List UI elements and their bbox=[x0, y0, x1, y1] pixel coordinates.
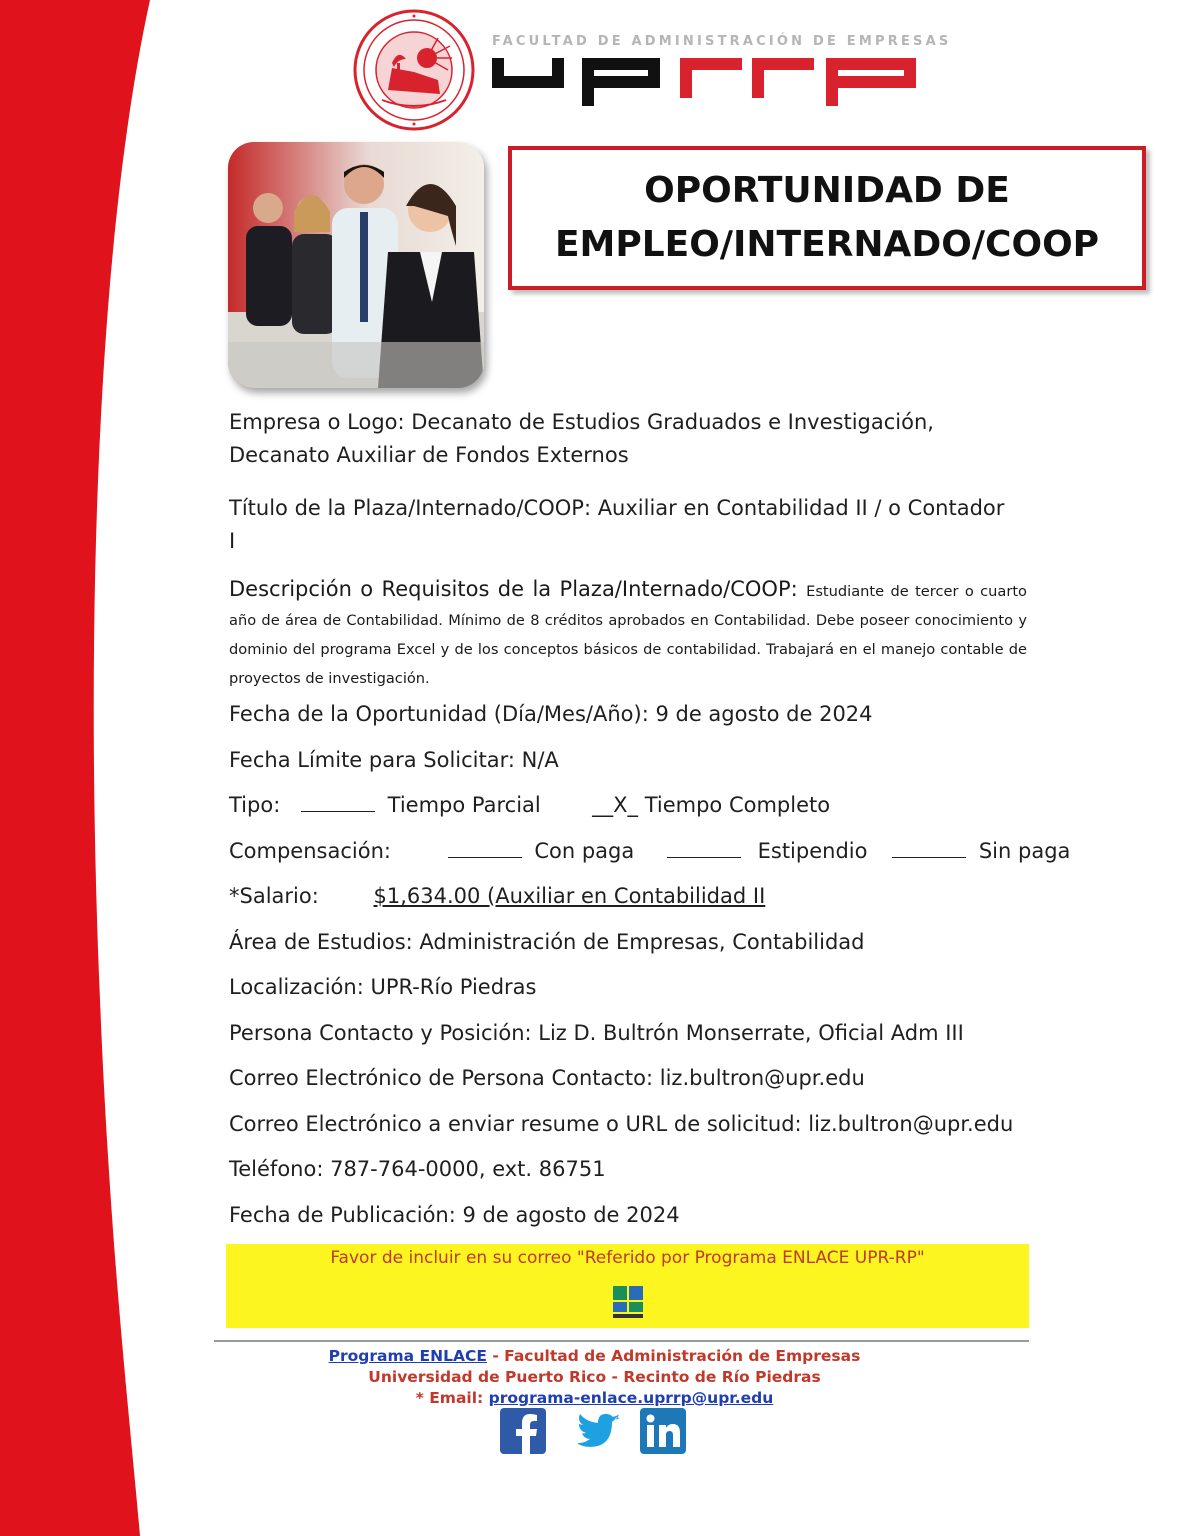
descripcion-label: Descripción o Requisitos de la Plaza/Internado/COOP: bbox=[229, 577, 798, 601]
aacsb-logo-icon bbox=[611, 1284, 645, 1320]
footer-divider bbox=[214, 1340, 1029, 1342]
footer-line-1 bbox=[0, 1346, 1189, 1367]
descripcion-field bbox=[229, 576, 1027, 692]
title-line-2: EMPLEO/INTERNADO/COOP bbox=[554, 224, 1100, 265]
sin-paga-blank bbox=[892, 837, 966, 858]
tipo-completo-label: Tiempo Completo bbox=[644, 793, 831, 817]
empresa-field-line2: Decanato Auxiliar de Fondos Externos bbox=[229, 443, 629, 467]
uprrp-wordmark-logo bbox=[490, 50, 922, 108]
fecha-limite-field: Fecha Límite para Solicitar: N/A bbox=[229, 748, 559, 772]
tipo-field bbox=[229, 789, 1029, 822]
faculty-tagline: FACULTAD DE ADMINISTRACIÓN DE EMPRESAS bbox=[492, 34, 952, 49]
salario-field bbox=[229, 880, 1029, 913]
titulo-field: Título de la Plaza/Internado/COOP: Auxiliar en Contabilidad II / o Contador bbox=[229, 496, 1005, 520]
fecha-publicacion-field: Fecha de Publicación: 9 de agosto de 2024 bbox=[229, 1203, 680, 1227]
localizacion-field: Localización: UPR-Río Piedras bbox=[229, 975, 537, 999]
descripcion-text: Estudiante de tercer o cuarto año de área de Contabilidad. Mínimo de 8 créditos aprobados en Contabilidad. Debe poseer conocimiento y dominio del programa Excel y de los conceptos básicos de contabilidad. Trabajará en el manejo contable de proyectos de investigación. bbox=[229, 583, 1027, 687]
tipo-parcial-blank bbox=[301, 791, 375, 812]
correo-resume-field: Correo Electrónico a enviar resume o URL de solicitud: liz.bultron@upr.edu bbox=[229, 1112, 1014, 1136]
linkedin-icon[interactable] bbox=[640, 1408, 686, 1454]
business-team-photo bbox=[228, 142, 484, 388]
salario-label: *Salario: bbox=[229, 884, 319, 908]
twitter-icon[interactable] bbox=[578, 1408, 624, 1454]
empresa-field: Empresa o Logo: Decanato de Estudios Graduados e Investigación, bbox=[229, 410, 934, 434]
compensacion-field bbox=[229, 835, 1071, 868]
opportunity-title-box bbox=[508, 146, 1146, 290]
sin-paga-label: Sin paga bbox=[978, 839, 1071, 863]
footer-line-3 bbox=[0, 1388, 1189, 1409]
area-estudios-field: Área de Estudios: Administración de Empresas, Contabilidad bbox=[229, 930, 865, 954]
referral-banner-text: Favor de incluir en su correo "Referido por Programa ENLACE UPR-RP" bbox=[330, 1248, 925, 1268]
estipendio-blank bbox=[667, 837, 741, 858]
footer-faculty-text: - Facultad de Administración de Empresas bbox=[486, 1347, 861, 1365]
footer-email-label: * Email: bbox=[415, 1389, 489, 1407]
telefono-field: Teléfono: 787-764-0000, ext. 86751 bbox=[229, 1157, 606, 1181]
correo-contacto-field: Correo Electrónico de Persona Contacto: liz.bultron@upr.edu bbox=[229, 1066, 865, 1090]
estipendio-label: Estipendio bbox=[757, 839, 868, 863]
compensacion-label: Compensación: bbox=[229, 839, 391, 863]
tipo-parcial-label: Tiempo Parcial bbox=[387, 793, 541, 817]
programa-enlace-link[interactable]: Programa ENLACE bbox=[328, 1347, 487, 1365]
con-paga-blank bbox=[448, 837, 522, 858]
con-paga-label: Con paga bbox=[534, 839, 635, 863]
title-line-1: OPORTUNIDAD DE bbox=[644, 170, 1010, 211]
titulo-field-line2: I bbox=[229, 529, 236, 553]
tipo-label: Tipo: bbox=[229, 793, 281, 817]
persona-contacto-field: Persona Contacto y Posición: Liz D. Bultrón Monserrate, Oficial Adm III bbox=[229, 1021, 964, 1045]
salario-value: $1,634.00 (Auxiliar en Contabilidad II bbox=[373, 884, 766, 908]
facebook-icon[interactable] bbox=[500, 1408, 546, 1454]
tipo-completo-mark: __X_ bbox=[592, 793, 639, 817]
university-seal-icon bbox=[352, 8, 476, 132]
footer-email-link[interactable]: programa-enlace.uprrp@upr.edu bbox=[488, 1389, 774, 1407]
footer-line-2: Universidad de Puerto Rico - Recinto de Río Piedras bbox=[368, 1368, 821, 1386]
fecha-oportunidad-field: Fecha de la Oportunidad (Día/Mes/Año): 9 de agosto de 2024 bbox=[229, 702, 873, 726]
